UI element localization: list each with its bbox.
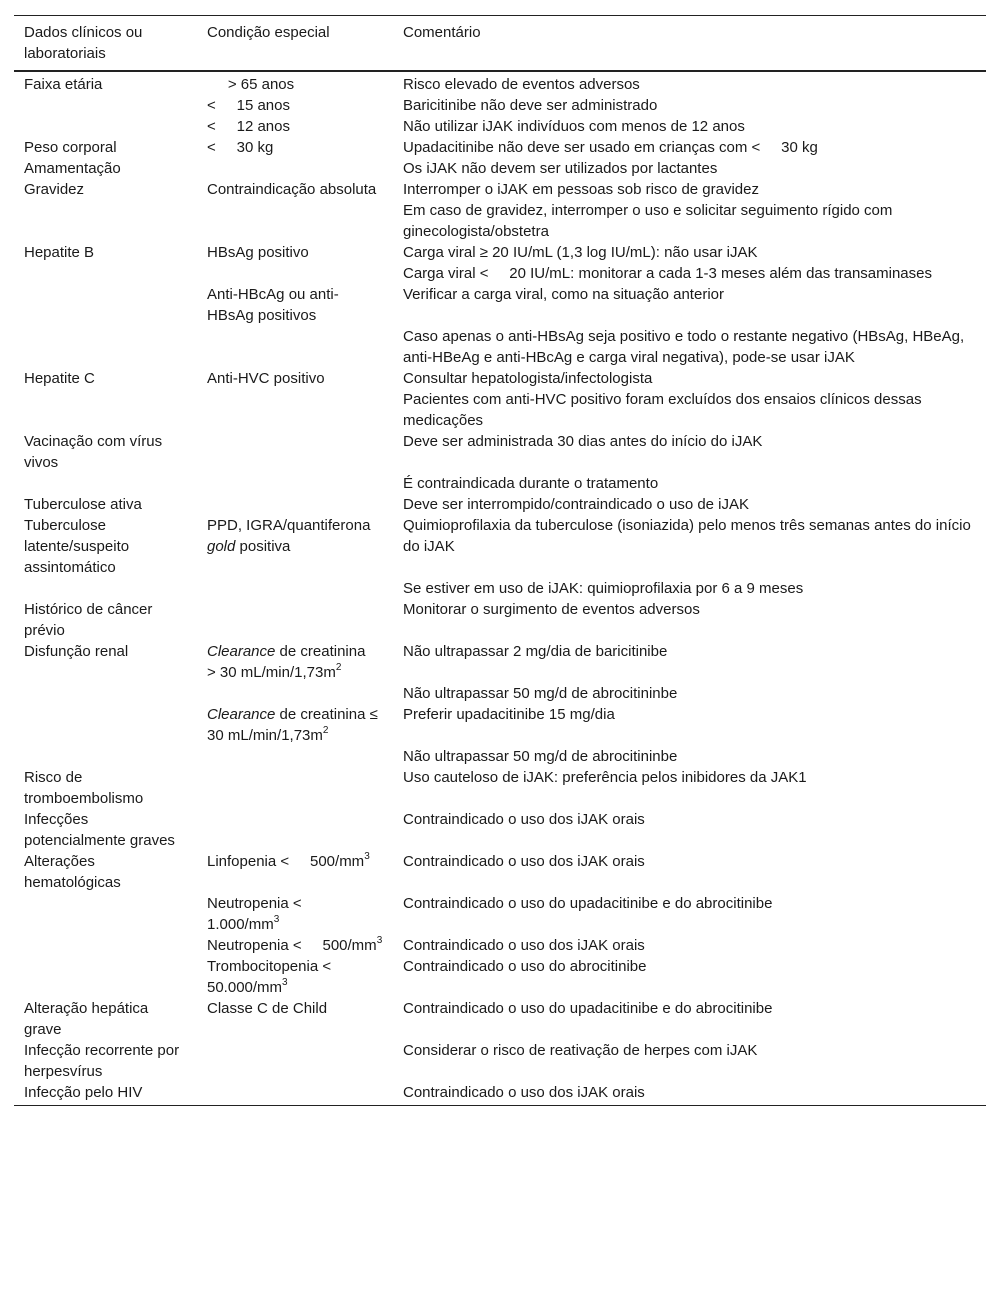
table-row	[14, 95, 986, 116]
cell-clinical	[14, 263, 197, 284]
cell-condition	[197, 494, 393, 515]
cell-clinical	[14, 704, 197, 746]
table-row	[14, 389, 986, 431]
cell-comment: Contraindicado o uso dos iJAK orais	[403, 853, 645, 870]
cell-clinical: Alteração hepática grave	[24, 1000, 149, 1038]
condition-superscript: 2	[322, 725, 329, 736]
cell-comment: Risco elevado de eventos adversos	[403, 76, 640, 93]
cell-clinical	[14, 683, 197, 704]
cell-clinical: Infecção recorrente por herpesvírus	[24, 1042, 180, 1080]
cell-condition	[197, 1082, 393, 1106]
table-row	[14, 137, 986, 158]
table-header-row	[14, 16, 986, 72]
condition-text: Classe C de Child	[207, 1000, 328, 1017]
cell-comment: Contraindicado o uso do abrocitinibe	[403, 958, 647, 975]
condition-text: Trombocitopenia < 50.000/mm	[207, 958, 352, 996]
cell-condition	[197, 578, 393, 599]
table-row	[14, 179, 986, 200]
cell-comment: Carga viral ≥ 20 IU/mL (1,3 log IU/mL): não usar iJAK	[403, 244, 758, 261]
cell-condition	[197, 893, 393, 935]
cell-comment: Não ultrapassar 2 mg/dia de baricitinibe	[403, 643, 668, 660]
table-row	[14, 200, 986, 242]
cell-clinical	[14, 284, 197, 326]
table-row	[14, 599, 986, 641]
condition-text: < 12 anos	[207, 118, 290, 135]
cell-clinical	[14, 200, 197, 242]
cell-clinical: Histórico de câncer prévio	[24, 601, 153, 639]
cell-condition	[197, 71, 393, 95]
condition-text: Anti-HVC positivo	[207, 370, 325, 387]
cell-comment: Uso cauteloso de iJAK: preferência pelos inibidores da JAK1	[403, 769, 807, 786]
cell-comment: Pacientes com anti-HVC positivo foram excluídos dos ensaios clínicos dessas medicações	[403, 391, 926, 429]
cell-clinical: Peso corporal	[24, 139, 117, 156]
cell-condition	[197, 1040, 393, 1082]
cell-comment: Quimioprofilaxia da tuberculose (isoniazida) pelo menos três semanas antes do início do iJAK	[403, 517, 975, 555]
cell-clinical	[14, 578, 197, 599]
table-row	[14, 284, 986, 326]
table-row	[14, 956, 986, 998]
condition-text: < 15 anos	[207, 97, 290, 114]
condition-superscript: 3	[364, 851, 370, 862]
cell-clinical	[14, 116, 197, 137]
cell-clinical: Tuberculose ativa	[24, 496, 142, 513]
condition-text: HBsAg positivo	[207, 244, 309, 261]
condition-text: de creatinina ≤ 30 mL/min/1,73m	[207, 706, 383, 744]
cell-comment: Consultar hepatologista/infectologista	[403, 370, 653, 387]
header-condition: Condição especial	[207, 24, 330, 41]
cell-condition	[197, 368, 393, 389]
cell-condition	[197, 179, 393, 200]
cell-clinical: Hepatite C	[24, 370, 95, 387]
cell-clinical	[14, 935, 197, 956]
cell-clinical: Amamentação	[24, 160, 121, 177]
condition-text: de creatinina > 30 mL/min/1,73m	[207, 643, 387, 681]
cell-condition	[197, 284, 393, 326]
cell-condition	[197, 200, 393, 242]
cell-comment: Preferir upadacitinibe 15 mg/dia	[403, 706, 615, 723]
table-row	[14, 473, 986, 494]
table-row	[14, 851, 986, 893]
cell-condition	[197, 683, 393, 704]
cell-clinical	[14, 326, 197, 368]
table-row	[14, 893, 986, 935]
condition-italic-lead: Clearance	[207, 643, 276, 660]
cell-comment: É contraindicada durante o tratamento	[403, 475, 659, 492]
cell-clinical	[14, 956, 197, 998]
condition-text: Linfopenia < 500/mm	[207, 853, 365, 870]
cell-condition	[197, 515, 393, 578]
table-row	[14, 368, 986, 389]
cell-clinical: Infecções potencialmente graves	[24, 811, 175, 849]
cell-comment: Deve ser administrada 30 dias antes do início do iJAK	[403, 433, 763, 450]
cell-clinical: Vacinação com vírus vivos	[24, 433, 163, 471]
condition-superscript: 3	[376, 935, 383, 946]
cell-condition	[197, 767, 393, 809]
table-row	[14, 431, 986, 473]
condition-superscript: 3	[282, 977, 288, 988]
cell-comment: Contraindicado o uso dos iJAK orais	[403, 1084, 645, 1101]
cell-clinical: Gravidez	[24, 181, 85, 198]
cell-clinical: Alterações hematológicas	[24, 853, 121, 891]
cell-condition	[197, 242, 393, 263]
table-row	[14, 263, 986, 284]
cell-condition	[197, 641, 393, 683]
condition-italic: gold	[207, 538, 236, 555]
table-row	[14, 158, 986, 179]
condition-superscript: 3	[273, 914, 280, 925]
cell-clinical: Disfunção renal	[24, 643, 129, 660]
cell-comment: Não utilizar iJAK indivíduos com menos de 12 anos	[403, 118, 745, 135]
table-row	[14, 767, 986, 809]
cell-comment: Em caso de gravidez, interromper o uso e solicitar seguimento rígido com ginecologista/obstetra	[403, 202, 897, 240]
table-row	[14, 1082, 986, 1106]
cell-comment: Considerar o risco de reativação de herpes com iJAK	[403, 1042, 758, 1059]
cell-comment: Deve ser interrompido/contraindicado o uso de iJAK	[403, 496, 750, 513]
cell-condition	[197, 137, 393, 158]
cell-condition	[197, 158, 393, 179]
table-row	[14, 326, 986, 368]
table-body	[14, 71, 986, 1106]
cell-clinical: Risco de tromboembolismo	[24, 769, 144, 807]
cell-clinical	[14, 746, 197, 767]
table-row	[14, 242, 986, 263]
cell-condition	[197, 998, 393, 1040]
table-row	[14, 1040, 986, 1082]
cell-comment: Não ultrapassar 50 mg/d de abrocitininbe	[403, 748, 678, 765]
cell-condition	[197, 116, 393, 137]
cell-comment: Monitorar o surgimento de eventos adversos	[403, 601, 700, 618]
condition-text: Contraindicação absoluta	[207, 181, 377, 198]
table-row	[14, 809, 986, 851]
cell-clinical	[14, 95, 197, 116]
cell-condition	[197, 956, 393, 998]
cell-clinical: Tuberculose latente/suspeito assintomático	[24, 517, 130, 576]
table-row	[14, 998, 986, 1040]
condition-text: Anti-HBcAg ou anti-HBsAg positivos	[207, 286, 339, 324]
cell-clinical	[14, 893, 197, 935]
cell-comment: Baricitinibe não deve ser administrado	[403, 97, 658, 114]
table-row	[14, 641, 986, 683]
cell-comment: Caso apenas o anti-HBsAg seja positivo e todo o restante negativo (HBsAg, HBeAg, anti-HBeAg e anti-HBcAg e carga viral negativa), pode-se usar iJAK	[403, 328, 969, 366]
cell-condition	[197, 704, 393, 746]
cell-comment: Contraindicado o uso dos iJAK orais	[403, 811, 645, 828]
cell-comment: Verificar a carga viral, como na situação anterior	[403, 286, 724, 303]
condition-text: Neutropenia < 500/mm	[207, 937, 377, 954]
cell-condition	[197, 935, 393, 956]
condition-text: < 30 kg	[207, 139, 274, 156]
cell-clinical: Faixa etária	[24, 76, 103, 93]
cell-condition	[197, 431, 393, 473]
condition-superscript: 2	[335, 662, 342, 673]
table-row	[14, 494, 986, 515]
cell-condition	[197, 809, 393, 851]
cell-comment: Upadacitinibe não deve ser usado em crianças com < 30 kg	[403, 139, 818, 156]
cell-condition	[197, 326, 393, 368]
condition-after: positiva	[235, 538, 291, 555]
table-row	[14, 935, 986, 956]
cell-comment: Contraindicado o uso dos iJAK orais	[403, 937, 645, 954]
cell-condition	[197, 389, 393, 431]
table-row	[14, 71, 986, 95]
cell-clinical: Infecção pelo HIV	[24, 1084, 143, 1101]
cell-condition	[197, 851, 393, 893]
header-comment: Comentário	[403, 24, 481, 41]
table-row	[14, 578, 986, 599]
cell-clinical: Hepatite B	[24, 244, 95, 261]
table-row	[14, 704, 986, 746]
cell-condition	[197, 263, 393, 284]
cell-condition	[197, 473, 393, 494]
cell-clinical	[14, 473, 197, 494]
table-row	[14, 683, 986, 704]
cell-comment: Contraindicado o uso do upadacitinibe e do abrocitinibe	[403, 1000, 773, 1017]
condition-text: Neutropenia < 1.000/mm	[207, 895, 323, 933]
clinical-conditions-table	[14, 15, 986, 1106]
cell-comment: Se estiver em uso de iJAK: quimioprofilaxia por 6 a 9 meses	[403, 580, 804, 597]
condition-text: > 65 anos	[207, 76, 295, 93]
cell-comment: Não ultrapassar 50 mg/d de abrocitininbe	[403, 685, 678, 702]
table-row	[14, 515, 986, 578]
condition-italic-lead: Clearance	[207, 706, 276, 723]
cell-condition	[197, 599, 393, 641]
condition-text: PPD, IGRA/quantiferona	[207, 517, 371, 534]
table-row	[14, 746, 986, 767]
cell-condition	[197, 95, 393, 116]
header-clinical: Dados clínicos ou laboratoriais	[24, 24, 143, 62]
cell-comment: Contraindicado o uso do upadacitinibe e do abrocitinibe	[403, 895, 773, 912]
cell-comment: Os iJAK não devem ser utilizados por lactantes	[403, 160, 718, 177]
cell-condition	[197, 746, 393, 767]
cell-clinical	[14, 389, 197, 431]
cell-comment: Interromper o iJAK em pessoas sob risco de gravidez	[403, 181, 759, 198]
cell-comment: Carga viral < 20 IU/mL: monitorar a cada 1-3 meses além das transaminases	[403, 265, 932, 282]
table-row	[14, 116, 986, 137]
